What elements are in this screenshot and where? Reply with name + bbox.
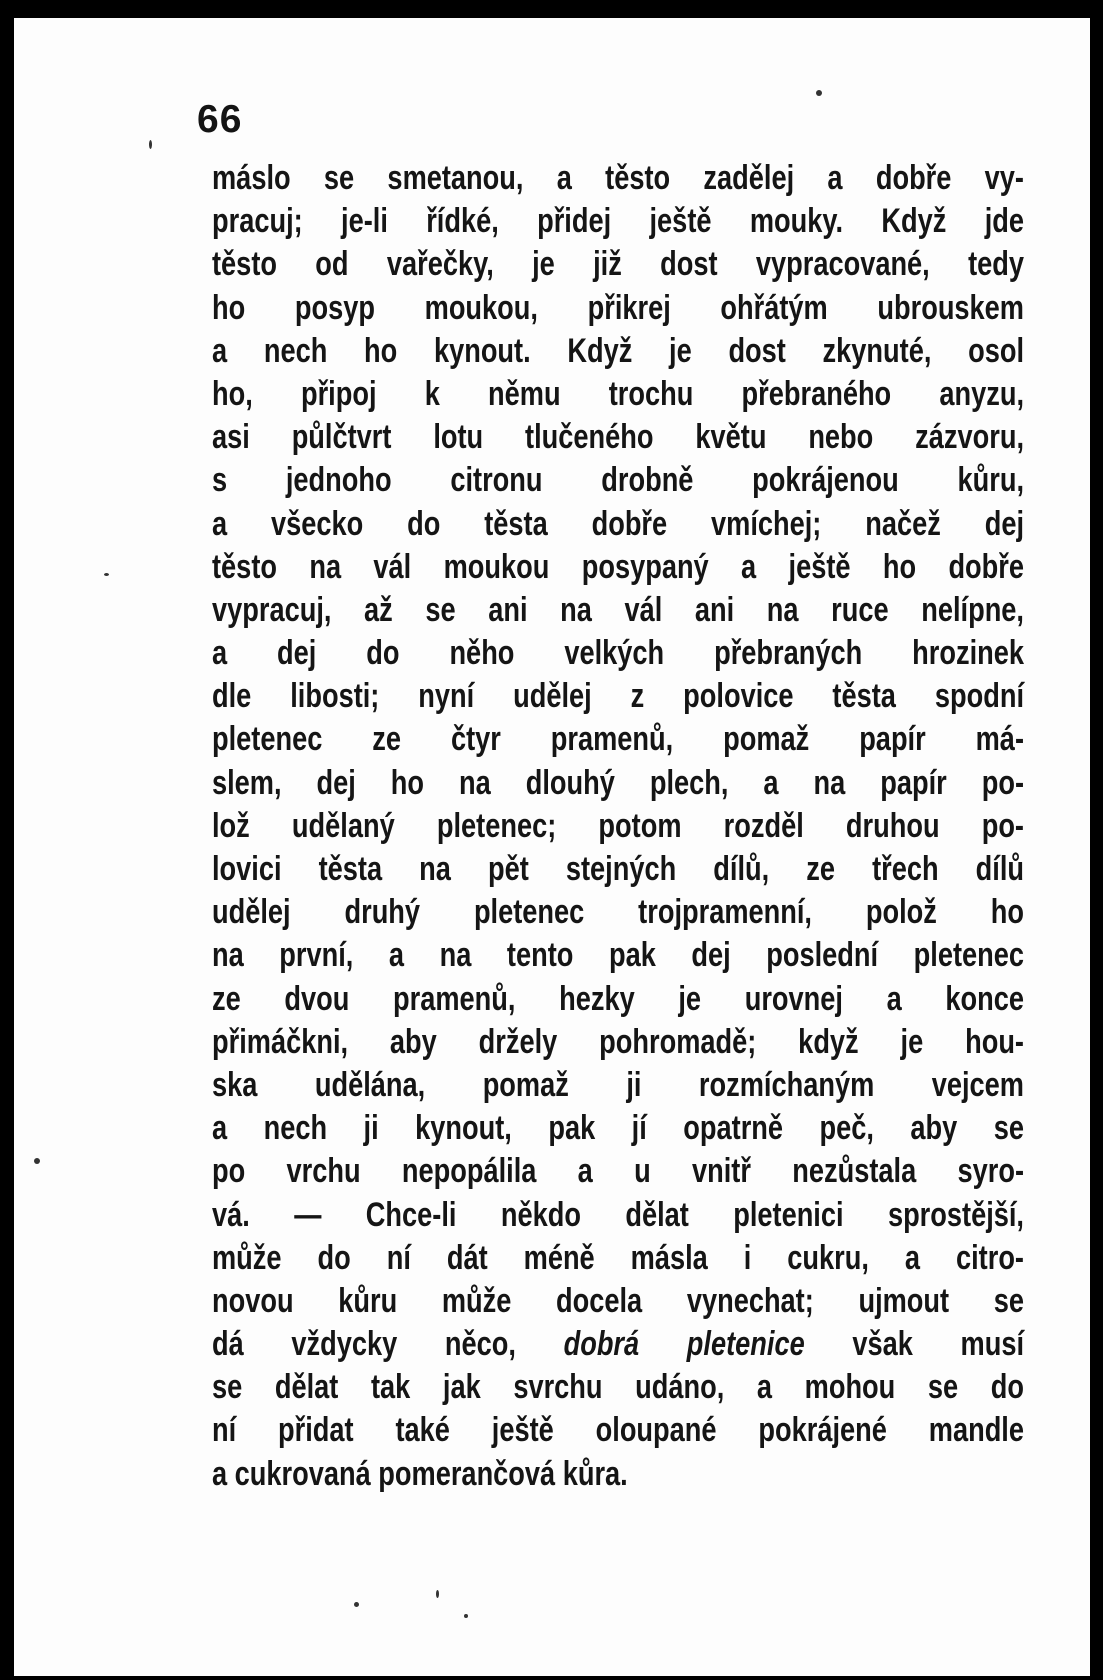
text-line: lož udělaný pletenec; potom rozděl druhou po- — [212, 806, 1024, 845]
text-line: novou kůru může docela vynechat; ujmout se — [212, 1281, 1024, 1320]
text-line: těsto od vařečky, je již dost vypracované, tedy — [212, 245, 1024, 284]
text-line: máslo se smetanou, a těsto zadělej a dobře vy- — [212, 159, 1024, 197]
emphasized-term: dobrá pletenice — [563, 1325, 805, 1364]
text-line: a nech ho kynout. Když je dost zkynuté, osol — [212, 331, 1024, 370]
text-line: ho, připoj k němu trochu přebraného anyzu, — [212, 374, 1024, 413]
text-line: pletenec ze čtyr pramenů, pomaž papír má- — [212, 720, 1024, 759]
text-line: udělej druhý pletenec trojpramenní, polož ho — [212, 893, 1024, 932]
print-speck — [354, 1602, 359, 1607]
text-line: lovici těsta na pět stejných dílů, ze třech dílů — [212, 850, 1024, 888]
print-speck — [34, 1158, 40, 1164]
scan-edge — [1090, 0, 1103, 1680]
text-line: ze dvou pramenů, hezky je urovnej a konce — [212, 979, 1024, 1018]
text-line: a cukrovaná pomerančová kůra. — [212, 1454, 628, 1493]
text-line: ska udělána, pomaž ji rozmíchaným vejcem — [212, 1065, 1024, 1104]
text-line: slem, dej ho na dlouhý plech, a na papír po- — [212, 763, 1024, 802]
text-line: a nech ji kynout, pak jí opatrně peč, aby se — [212, 1109, 1024, 1148]
text-line: a dej do něho velkých přebraných hrozinek — [212, 634, 1024, 673]
page-number: 66 — [197, 98, 243, 141]
print-speck — [816, 90, 822, 96]
text-line: vá. — Chce-li někdo dělat pletenici sprostější, — [212, 1195, 1024, 1234]
text-line: na první, a na tento pak dej poslední pletenec — [212, 936, 1024, 975]
line-start: dá vždycky něco, — [212, 1325, 516, 1364]
text-line: ho posyp moukou, přikrej ohřátým ubrouskem — [212, 288, 1024, 327]
text-line: dle libosti; nyní udělej z polovice těsta spodní — [212, 677, 1024, 716]
text-line: a všecko do těsta dobře vmíchej; načež dej — [212, 504, 1024, 543]
text-line: pracuj; je-li řídké, přidej ještě mouky. Když jde — [212, 202, 1024, 241]
text-line: může do ní dát méně másla i cukru, a citro- — [212, 1238, 1024, 1277]
print-speck — [104, 573, 109, 576]
text-line-emphasis — [212, 1323, 1024, 1366]
print-speck — [149, 140, 152, 149]
text-line: se dělat tak jak svrchu udáno, a mohou se do — [212, 1368, 1024, 1407]
line-end: však musí — [852, 1325, 1025, 1364]
book-page — [14, 18, 1100, 1676]
text-line: ní přidat také ještě oloupané pokrájené mandle — [212, 1411, 1024, 1450]
text-line: těsto na vál moukou posypaný a ještě ho dobře — [212, 547, 1024, 586]
text-line: asi půlčtvrt lotu tlučeného květu nebo zázvoru, — [212, 418, 1024, 457]
text-line: po vrchu nepopálila a u vnitř nezůstala syro- — [212, 1152, 1024, 1191]
print-speck — [464, 1614, 468, 1618]
text-line: s jednoho citronu drobně pokrájenou kůru, — [212, 461, 1024, 500]
text-line: přimáčkni, aby držely pohromadě; když je hou- — [212, 1022, 1024, 1061]
print-speck — [436, 1590, 439, 1598]
text-line: vypracuj, až se ani na vál ani na ruce nelípne, — [212, 590, 1024, 629]
recipe-paragraph — [212, 157, 1024, 1496]
